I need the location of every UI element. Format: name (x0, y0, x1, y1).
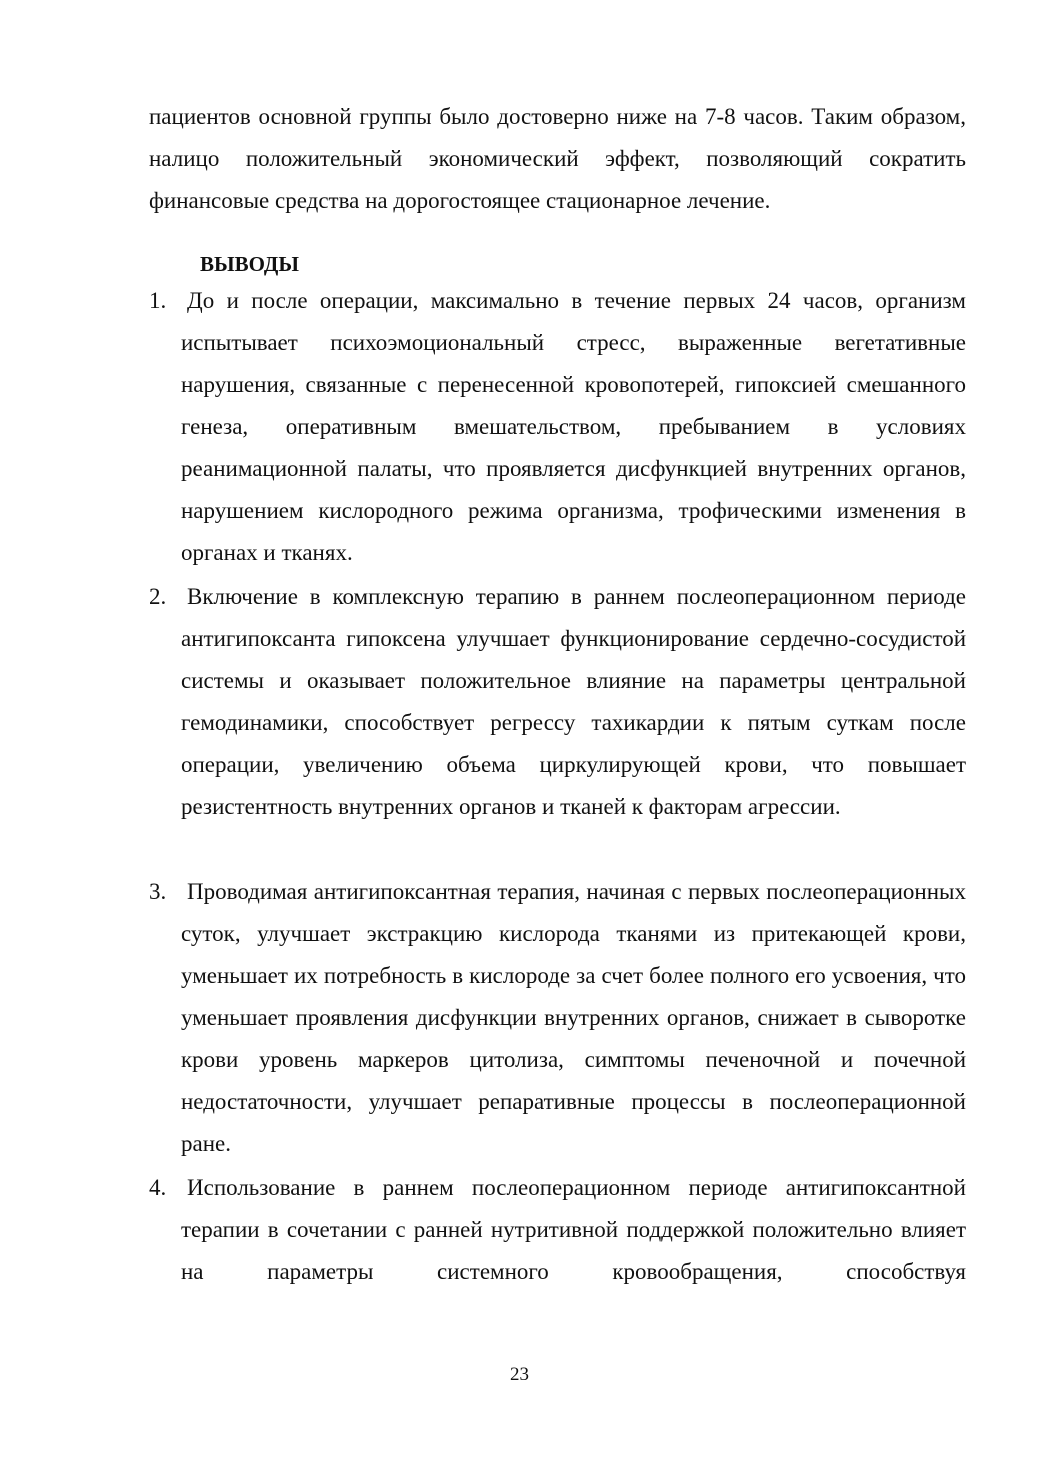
item-number: 1. (149, 288, 167, 313)
item-number: 4. (149, 1175, 167, 1200)
page-number: 23 (510, 1364, 529, 1385)
conclusion-item-4 (149, 1167, 966, 1293)
item-number: 2. (149, 584, 167, 609)
item-text: До и после операции, максимально в течение первых 24 часов, организм испытывает психоэмоциональный стресс, выраженные вегетативные нарушения, связанные с перенесенной кровопотерей, гипоксией смешанного генеза, оперативным вмешательством, пребыванием в условиях реанимационной палаты, что проявляется дисфункцией внутренних органов, нарушением кислородного режима организма, трофическими изменения в органах и тканях. (181, 288, 966, 565)
intro-paragraph: пациентов основной группы было достоверно ниже на 7-8 часов. Таким образом, налицо положительный экономический эффект, позволяющий сократить финансовые средства на дорогостоящее стационарное лечение. (149, 104, 966, 213)
conclusion-item-2 (149, 576, 966, 828)
item-text: Использование в раннем послеоперационном периоде антигипоксантной терапии в сочетании с ранней нутритивной поддержкой положительно влияет на параметры системного кровообращения, способствуя (181, 1175, 966, 1284)
item-number: 3. (149, 879, 167, 904)
conclusions-heading: ВЫВОДЫ (200, 252, 299, 276)
conclusion-item-3 (149, 871, 966, 1165)
conclusion-item-1 (149, 280, 966, 574)
item-text: Проводимая антигипоксантная терапия, начиная с первых послеоперационных суток, улучшает экстракцию кислорода тканями из притекающей крови, уменьшает их потребность в кислороде за счет более полного его усвоения, что уменьшает проявления дисфункции внутренних органов, снижает в сыворотке крови уровень маркеров цитолиза, симптомы печеночной и почечной недостаточности, улучшает репаративные процессы в послеоперационной ране. (181, 879, 966, 1156)
item-text: Включение в комплексную терапию в раннем послеоперационном периоде антигипоксанта гипоксена улучшает функционирование сердечно-сосудистой системы и оказывает положительное влияние на параметры центральной гемодинамики, способствует регрессу тахикардии к пятым суткам после операции, увеличению объема циркулирующей крови, что повышает резистентность внутренних органов и тканей к факторам агрессии. (181, 584, 966, 819)
